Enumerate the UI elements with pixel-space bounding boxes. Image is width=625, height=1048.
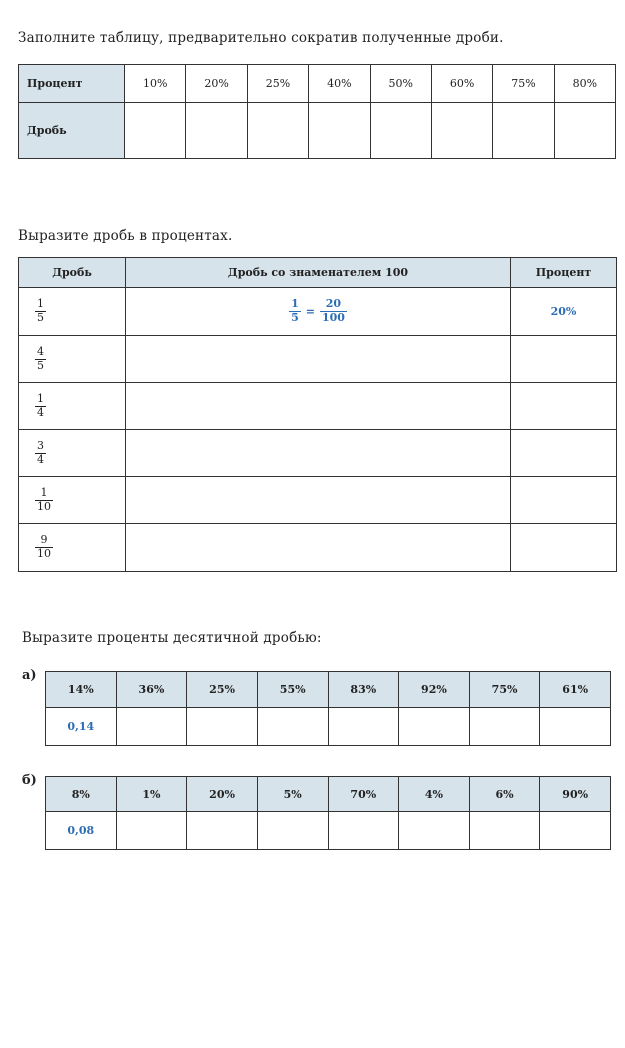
example-numerator-100: 20 [320, 298, 347, 312]
answer-cell[interactable] [511, 430, 617, 477]
answer-cell[interactable] [187, 708, 258, 746]
fraction-numerator: 1 [37, 297, 44, 311]
answer-cell[interactable] [469, 812, 540, 850]
answer-cell[interactable] [126, 336, 511, 383]
percent-cell: 70% [328, 777, 399, 812]
answer-cell[interactable] [125, 103, 186, 159]
percent-cell: 6% [469, 777, 540, 812]
row-label-percent: Процент [19, 65, 125, 103]
fraction-cell [19, 288, 126, 336]
answer-cell[interactable] [511, 383, 617, 430]
example-conversion-cell [126, 288, 511, 336]
task3-heading: Выразите проценты десятичной дробью: [22, 630, 322, 646]
answer-cell[interactable] [540, 708, 611, 746]
answer-cell[interactable] [116, 812, 187, 850]
answer-cell[interactable] [186, 103, 247, 159]
percent-cell: 25% [187, 672, 258, 708]
percent-cell: 14% [46, 672, 117, 708]
example-percent-cell: 20% [511, 288, 617, 336]
col-header-denominator-100: Дробь со знаменателем 100 [126, 258, 511, 288]
percent-cell: 36% [116, 672, 187, 708]
answer-cell[interactable] [309, 103, 370, 159]
fraction-denominator: 4 [37, 452, 44, 466]
percent-cell: 1% [116, 777, 187, 812]
answer-cell[interactable] [126, 524, 511, 572]
percent-cell: 8% [46, 777, 117, 812]
percent-cell: 75% [469, 672, 540, 708]
answer-cell[interactable] [399, 708, 470, 746]
percent-cell: 50% [370, 65, 431, 103]
answer-cell[interactable] [247, 103, 308, 159]
percent-cell: 4% [399, 777, 470, 812]
percent-cell: 90% [540, 777, 611, 812]
fraction-numerator: 1 [35, 487, 53, 501]
percent-cell: 10% [125, 65, 186, 103]
answer-cell[interactable] [511, 336, 617, 383]
fraction-denominator: 5 [37, 311, 44, 324]
percent-cell: 20% [187, 777, 258, 812]
answer-cell[interactable] [328, 708, 399, 746]
fraction-denominator: 10 [37, 547, 51, 560]
percent-cell: 55% [257, 672, 328, 708]
percent-cell: 20% [186, 65, 247, 103]
percent-cell: 80% [554, 65, 615, 103]
fraction-denominator: 5 [37, 358, 44, 372]
example-denominator: 5 [291, 311, 299, 324]
percent-cell: 40% [309, 65, 370, 103]
percent-cell: 61% [540, 672, 611, 708]
example-numerator: 1 [291, 297, 299, 311]
fraction-cell [19, 524, 126, 572]
fraction-numerator: 3 [37, 438, 44, 452]
task2-heading: Выразите дробь в процентах. [18, 228, 233, 244]
answer-cell[interactable] [511, 524, 617, 572]
answer-cell[interactable] [328, 812, 399, 850]
fraction-cell [19, 430, 126, 477]
answer-cell[interactable] [126, 477, 511, 524]
fraction-numerator: 1 [37, 391, 44, 405]
example-denominator-100: 100 [321, 311, 345, 324]
answer-cell[interactable] [126, 430, 511, 477]
fraction-cell [19, 477, 126, 524]
col-header-fraction: Дробь [19, 258, 126, 288]
percent-cell: 25% [247, 65, 308, 103]
answer-cell[interactable] [370, 103, 431, 159]
part-b-label: б) [22, 773, 37, 788]
percent-cell: 75% [493, 65, 554, 103]
answer-cell[interactable] [431, 103, 492, 159]
example-decimal-cell: 0,08 [46, 812, 117, 850]
row-label-fraction: Дробь [19, 103, 125, 159]
answer-cell[interactable] [116, 708, 187, 746]
task1-heading: Заполните таблицу, предварительно сократив полученные дроби. [18, 30, 504, 46]
fraction-cell [19, 336, 126, 383]
answer-cell[interactable] [257, 708, 328, 746]
fraction-denominator: 4 [37, 405, 44, 419]
part-a-label: а) [22, 668, 37, 683]
decimal-table-b [45, 776, 611, 850]
example-decimal-cell: 0,14 [46, 708, 117, 746]
fraction-numerator: 4 [37, 344, 44, 358]
fraction-denominator: 10 [37, 499, 51, 513]
col-header-percent: Процент [511, 258, 617, 288]
answer-cell[interactable] [511, 477, 617, 524]
fraction-numerator: 9 [35, 534, 53, 548]
answer-cell[interactable] [469, 708, 540, 746]
percent-cell: 60% [431, 65, 492, 103]
answer-cell[interactable] [554, 103, 615, 159]
answer-cell[interactable] [187, 812, 258, 850]
percent-fraction-table [18, 64, 616, 159]
answer-cell[interactable] [399, 812, 470, 850]
percent-cell: 5% [257, 777, 328, 812]
fraction-cell [19, 383, 126, 430]
equals-sign: = [305, 305, 315, 318]
fraction-percent-table [18, 257, 617, 572]
answer-cell[interactable] [257, 812, 328, 850]
percent-cell: 83% [328, 672, 399, 708]
percent-cell: 92% [399, 672, 470, 708]
decimal-table-a [45, 671, 611, 746]
answer-cell[interactable] [540, 812, 611, 850]
answer-cell[interactable] [493, 103, 554, 159]
answer-cell[interactable] [126, 383, 511, 430]
